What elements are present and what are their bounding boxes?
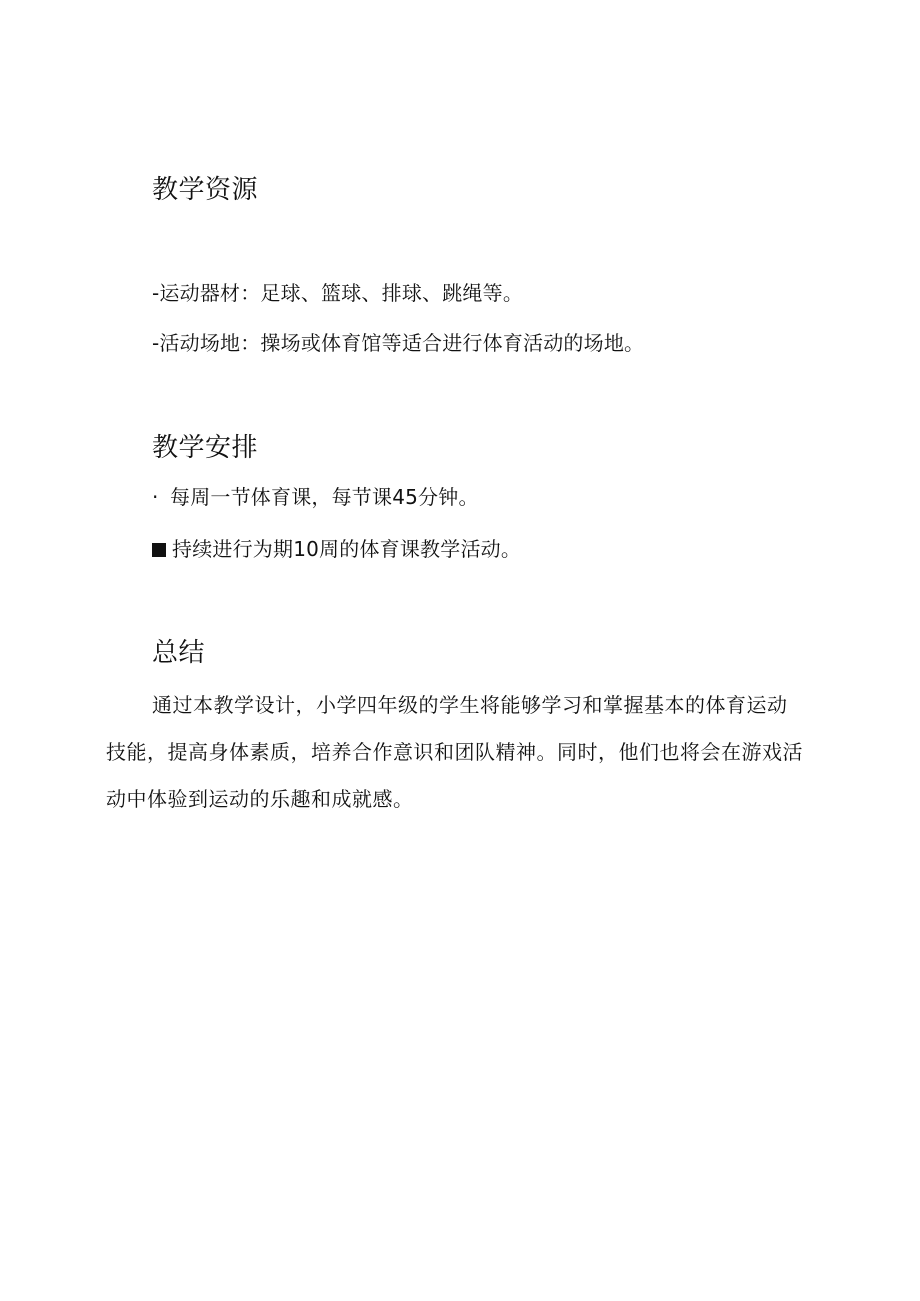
summary-paragraph: 通过本教学设计，小学四年级的学生将能够学习和掌握基本的体育运动技能，提高身体素质，培养合作意识和团队精神。同时，他们也将会在游戏活动中体验到运动的乐趣和成就感。 — [106, 693, 803, 811]
arrangement-item-duration-text: 持续进行为期10周的体育课教学活动。 — [172, 537, 522, 561]
bullet-square-icon — [152, 543, 166, 557]
arrangement-item-weekly — [152, 487, 479, 507]
section-heading-arrangement: 教学安排 — [152, 433, 259, 463]
bullet-dot-icon: · — [152, 485, 159, 509]
section-heading-summary: 总结 — [152, 638, 206, 668]
resource-item-equipment: -运动器材：足球、篮球、排球、跳绳等。 — [152, 281, 524, 305]
arrangement-item-weekly-text: 每周一节体育课，每节课45分钟。 — [170, 485, 479, 509]
resource-item-venue: -活动场地：操场或体育馆等适合进行体育活动的场地。 — [152, 331, 645, 355]
section-heading-resources: 教学资源 — [152, 175, 259, 205]
arrangement-item-duration — [152, 539, 521, 559]
